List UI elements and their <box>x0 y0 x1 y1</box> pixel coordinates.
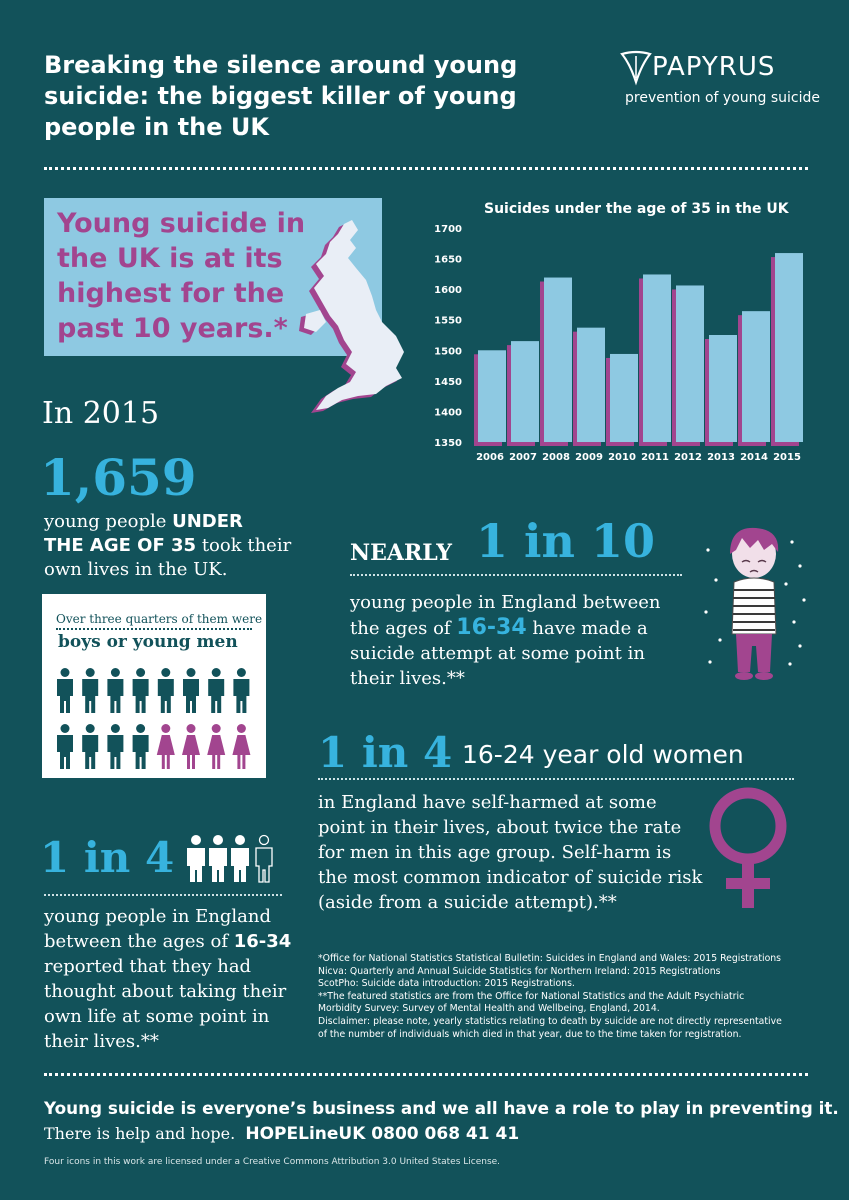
bar-chart <box>420 220 820 470</box>
gender-box-divider <box>56 628 252 630</box>
text-part: point in their lives, about twice the rate <box>318 817 682 838</box>
bar-2009 <box>577 328 605 442</box>
helpline-line <box>44 1124 519 1144</box>
bar-2015 <box>775 253 803 442</box>
y-tick-label: 1450 <box>434 376 462 388</box>
male-person-icon <box>82 668 98 713</box>
logo-tagline: prevention of young suicide <box>625 90 821 106</box>
text-part: suicide attempt at some point in <box>350 643 645 664</box>
male-person-icon <box>183 668 199 713</box>
text-part: young people in England <box>44 906 272 927</box>
uk-map-icon <box>286 218 414 420</box>
help-text: There is help and hope. <box>44 1124 236 1143</box>
footnote-line: Nicva: Quarterly and Annual Suicide Statistics for Northern Ireland: 2015 Registrations <box>318 965 721 977</box>
y-tick-label: 1600 <box>434 285 462 297</box>
male-person-icon <box>57 724 73 769</box>
footnote-line: *Office for National Statistics Statistical Bulletin: Suicides in England and Wales: 2015 Registrations <box>318 953 781 964</box>
y-tick-label: 1350 <box>434 438 462 449</box>
thought-text <box>44 904 294 1054</box>
text-bold: THE AGE OF 35 <box>44 535 197 556</box>
bar-2010 <box>610 354 638 442</box>
divider-top <box>44 167 808 170</box>
x-tick-label: 2012 <box>674 452 702 463</box>
people-grid-svg <box>54 668 258 772</box>
male-person-icon <box>57 668 73 713</box>
gender-box-headline: boys or young men <box>58 632 238 652</box>
text-part: between the ages of <box>44 931 234 952</box>
text-part: young people <box>44 511 173 532</box>
male-person-icon <box>107 724 123 769</box>
footnote-line: Morbidity Survey: Survey of Mental Health and Wellbeing, England, 2014. <box>318 1003 660 1015</box>
bar-2012 <box>676 285 704 442</box>
age-range: 16-34 <box>233 931 292 952</box>
chart-svg <box>420 220 820 470</box>
stat-1-in-4-thought: 1 in 4 <box>40 833 175 882</box>
footnote-line: of the number of individuals which died in that year, due to the time taken for registration. <box>318 1028 742 1040</box>
y-tick-label: 1700 <box>434 224 462 235</box>
text-part: reported that they had <box>44 956 252 977</box>
text-part: thought about taking their <box>44 981 287 1002</box>
bar-2014 <box>742 311 770 442</box>
bar-2013 <box>709 335 737 442</box>
female-symbol-icon <box>700 786 800 912</box>
sad-boy-illustration <box>700 522 812 682</box>
footnotes <box>318 953 818 1041</box>
x-tick-label: 2007 <box>509 452 537 463</box>
text-part: their lives.** <box>44 1031 159 1052</box>
text-part: (aside from a suicide attempt).** <box>318 892 617 913</box>
text-part: for men in this age group. Self-harm is <box>318 842 672 863</box>
x-tick-label: 2009 <box>575 452 603 463</box>
male-person-icon <box>158 668 174 713</box>
x-tick-label: 2006 <box>476 452 504 463</box>
x-tick-label: 2011 <box>641 452 669 463</box>
women-headline: 16-24 year old women <box>462 740 744 769</box>
callout-text: Young suicide in the UK is at its highest for the past 10 years.* <box>57 208 306 344</box>
bar-2006 <box>478 350 506 442</box>
helpline-number[interactable]: HOPELineUK 0800 068 41 41 <box>245 1124 520 1144</box>
text-part: in England have self-harmed at some <box>318 792 657 813</box>
y-tick-label: 1400 <box>434 407 462 419</box>
y-tick-label: 1500 <box>434 346 462 358</box>
text-part: the most common indicator of suicide risk <box>318 867 703 888</box>
female-person-icon <box>232 724 250 769</box>
x-tick-label: 2008 <box>542 452 570 463</box>
women-text <box>318 790 718 915</box>
nearly-label: NEARLY <box>350 540 452 566</box>
bar-2011 <box>643 274 671 442</box>
logo-wordmark: PAPYRUS <box>652 52 776 82</box>
text-bold: UNDER <box>172 511 243 532</box>
female-person-icon <box>182 724 200 769</box>
male-person-icon <box>233 668 249 713</box>
closing-statement: Young suicide is everyone’s business and we all have a role to play in preventing it. <box>44 1098 839 1118</box>
x-tick-label: 2014 <box>740 452 768 463</box>
divider-nearly <box>350 574 682 576</box>
stat-1659: 1,659 <box>40 448 197 507</box>
people-group-icon <box>184 834 280 884</box>
bar-2007 <box>511 341 539 442</box>
divider-thought <box>44 894 282 896</box>
divider-women <box>318 778 794 780</box>
papyrus-logo-icon <box>620 50 652 86</box>
footnote-line: Disclaimer: please note, yearly statistics relating to death by suicide are not directly representative <box>318 1015 782 1027</box>
year-heading: In 2015 <box>42 396 160 431</box>
page-title: Breaking the silence around young suicide: the biggest killer of young people in the UK <box>44 51 518 141</box>
stat-1-in-10: 1 in 10 <box>476 514 655 568</box>
text-part: their lives.** <box>350 668 465 689</box>
male-person-icon <box>82 724 98 769</box>
text-part: young people in England between <box>350 592 661 613</box>
text-part: the ages of <box>350 618 457 639</box>
divider-bottom <box>44 1073 808 1076</box>
age-range: 16-34 <box>456 615 527 640</box>
male-person-icon <box>133 724 149 769</box>
female-person-icon <box>157 724 175 769</box>
stat-2015-text <box>44 510 324 582</box>
male-person-icon <box>208 668 224 713</box>
x-tick-label: 2010 <box>608 452 636 463</box>
people-icon-grid <box>54 668 258 772</box>
y-tick-label: 1650 <box>434 254 462 266</box>
y-tick-label: 1550 <box>434 315 462 327</box>
bar-2008 <box>544 278 572 442</box>
footnote-line: **The featured statistics are from the Office for National Statistics and the Adult Psychiatric <box>318 990 745 1002</box>
license-note: Four icons in this work are licensed under a Creative Commons Attribution 3.0 United States License. <box>44 1157 501 1167</box>
chart-title: Suicides under the age of 35 in the UK <box>484 201 789 217</box>
male-person-icon <box>133 668 149 713</box>
gender-box-intro: Over three quarters of them were <box>56 612 263 626</box>
text-part: own lives in the UK. <box>44 559 228 580</box>
text-part: own life at some point in <box>44 1006 270 1027</box>
text-part: took their <box>196 535 292 556</box>
x-tick-label: 2013 <box>707 452 735 463</box>
male-person-icon <box>107 668 123 713</box>
nearly-text <box>350 590 700 691</box>
female-person-icon <box>207 724 225 769</box>
footnote-line: ScotPho: Suicide data introduction: 2015 Registrations. <box>318 978 575 990</box>
text-part: have made a <box>526 618 648 639</box>
stat-1-in-4-women: 1 in 4 <box>318 728 453 777</box>
x-tick-label: 2015 <box>773 452 801 463</box>
